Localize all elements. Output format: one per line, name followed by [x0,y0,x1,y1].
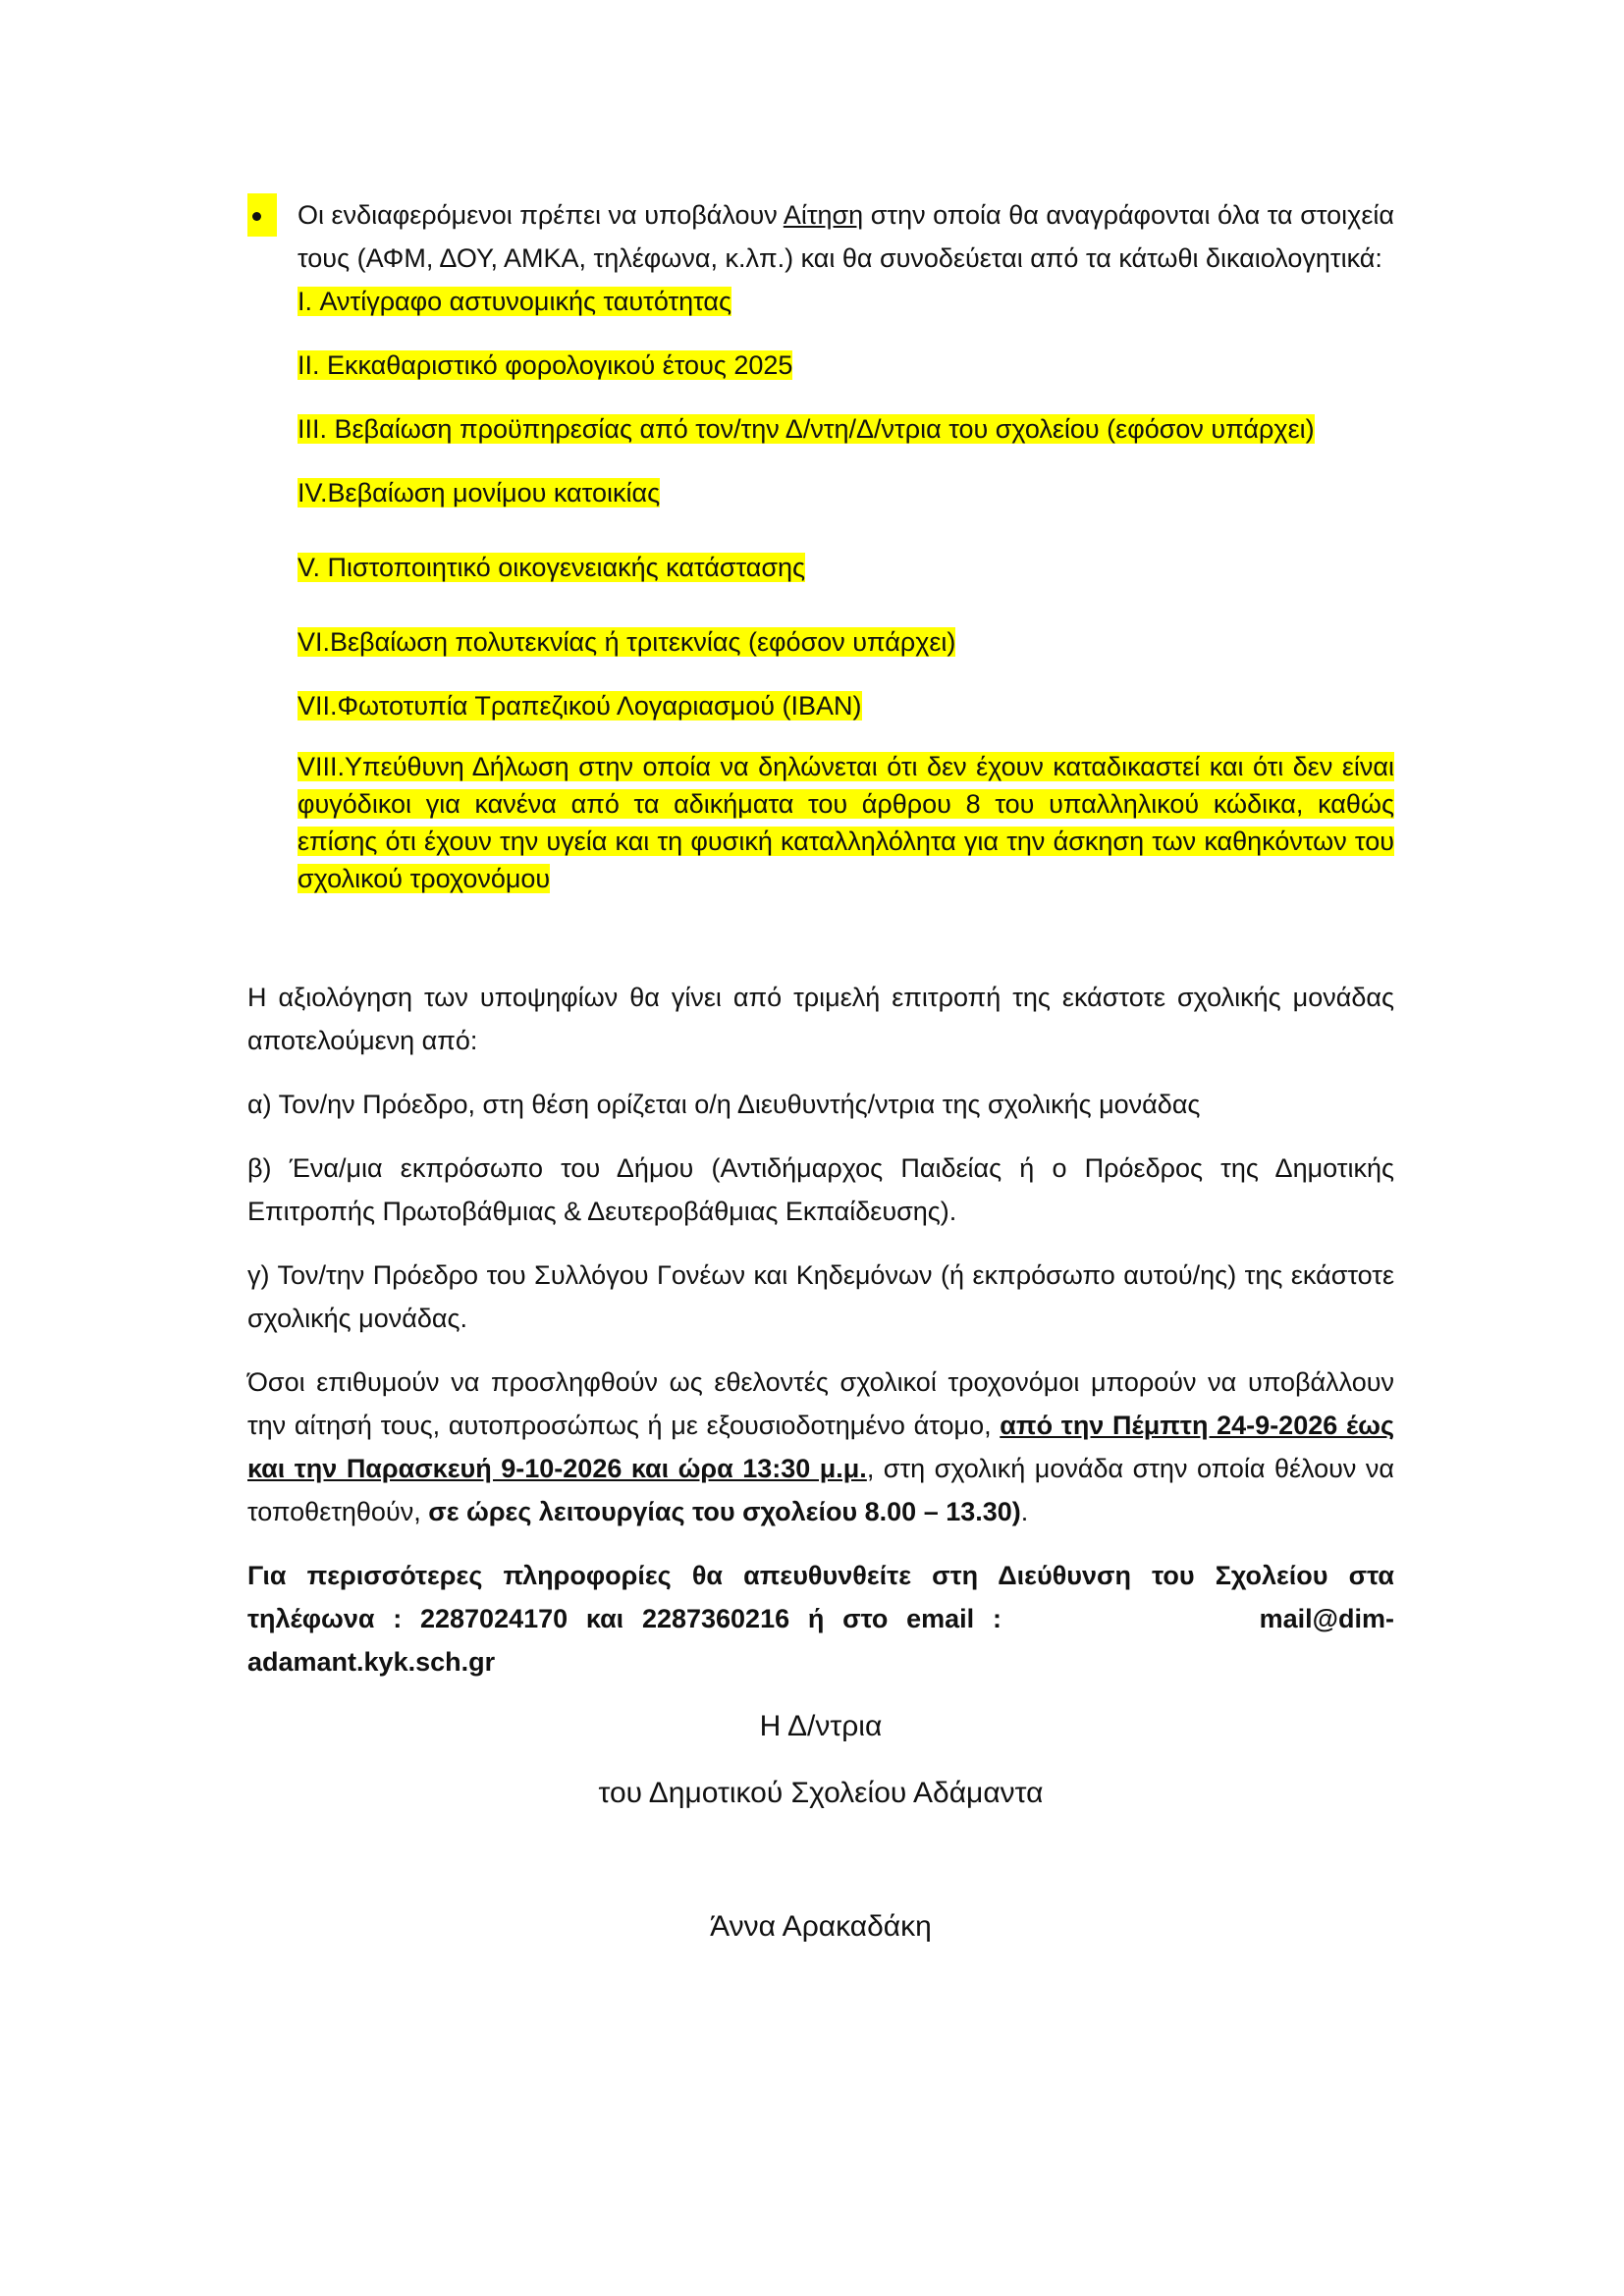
document-item-6: VI.Βεβαίωση πολυτεκνίας ή τριτεκνίας (εφόσον υπάρχει) [298,627,956,657]
intro-text-cont: στην οποία θα αναγράφονται όλα τα στοιχεία τους (ΑΦΜ, ΔΟΥ, ΑΜΚΑ, τηλέφωνα, κ.λπ.) και θα συνοδεύεται από τα κάτωθι δικαιολογητικά: [298,200,1394,273]
committee-member-c: γ) Τον/την Πρόεδρο του Συλλόγου Γονέων και Κηδεμόνων (ή εκπρόσωπο αυτού/ης) της εκάστοτε σχολικής μονάδας. [247,1260,1394,1333]
document-item-5: V. Πιστοποιητικό οικογενειακής κατάστασης [298,553,806,582]
signature-school: του Δημοτικού Σχολείου Αδάμαντα [598,1777,1044,1809]
signature-name: Άννα Αρακαδάκη [710,1910,932,1943]
document-item-2: II. Εκκαθαριστικό φορολογικού έτους 2025 [298,350,793,380]
submission-paragraph: Όσοι επιθυμούν να προσληφθούν ως εθελοντές σχολικοί τροχονόμοι μπορούν να υποβάλλουν την αίτησή τους, αυτοπροσώπως ή με εξουσιοδοτημένο άτομο, από την Πέμπτη 24-9-2026 έως και την Παρασκευή 9-10-2026 και ώρα 13:30 μ.μ., στη σχολική μονάδα στην οποία θέλουν να τοποθετηθούν, σε ώρες λειτουργίας του σχολείου 8.00 – 13.30). [247,1367,1394,1526]
contact-paragraph [247,1554,1394,1683]
bullet-icon [247,193,277,237]
application-link[interactable]: Αίτηση [783,200,864,230]
contact-text: Για περισσότερες πληροφορίες θα απευθυνθείτε στη Διεύθυνση του Σχολείου στα τηλέφωνα : 2287024170 και 2287360216 ή στο email : [247,1561,1394,1633]
document-page [247,193,1394,1949]
requirements-bullet [247,193,1394,897]
document-item-4: IV.Βεβαίωση μονίμου κατοικίας [298,478,661,507]
contact-email[interactable]: mail@dim-adamant.kyk.sch.gr [247,1604,1394,1677]
committee-member-a: α) Τον/ην Πρόεδρο, στη θέση ορίζεται ο/η Διευθυντής/ντρια της σχολικής μονάδας [247,1090,1201,1119]
document-item-8: VIII.Υπεύθυνη Δήλωση στην οποία να δηλώνεται ότι δεν έχουν καταδικαστεί και ότι δεν είναι φυγόδικοι για κανένα από τα αδικήματα του άρθρου 8 του υπαλληλικού κώδικα, καθώς επίσης ότι έχουν την υγεία και τη φυσική καταλληλόλητα για την άσκηση των καθηκόντων του σχολικού τροχονόμου [298,752,1394,893]
document-item-3: III. Βεβαίωση προϋπηρεσίας από τον/την Δ/ντη/Δ/ντρια του σχολείου (εφόσον υπάρχει) [298,414,1315,444]
committee-member-b: β) Ένα/μια εκπρόσωπο του Δήμου (Αντιδήμαρχος Παιδείας ή ο Πρόεδρος της Δημοτικής Επιτροπής Πρωτοβάθμιας & Δευτεροβάθμιας Εκπαίδευσης). [247,1153,1394,1226]
submission-dates: από την Πέμπτη 24-9-2026 έως και την Παρασκευή 9-10-2026 και ώρα 13:30 μ.μ. [247,1411,1394,1483]
signature-title: Η Δ/ντρια [759,1710,883,1742]
school-hours: σε ώρες λειτουργίας του σχολείου 8.00 – 13.30) [428,1497,1021,1526]
intro-paragraph [298,193,1394,280]
document-item-1: I. Αντίγραφο αστυνομικής ταυτότητας [298,287,732,316]
committee-intro: Η αξιολόγηση των υποψηφίων θα γίνει από τριμελή επιτροπή της εκάστοτε σχολικής μονάδας αποτελούμενη από: [247,983,1394,1055]
document-item-7: VII.Φωτοτυπία Τραπεζικού Λογαριασμού (IBAN) [298,691,862,721]
intro-text: Οι ενδιαφερόμενοι πρέπει να υποβάλουν [298,200,784,230]
